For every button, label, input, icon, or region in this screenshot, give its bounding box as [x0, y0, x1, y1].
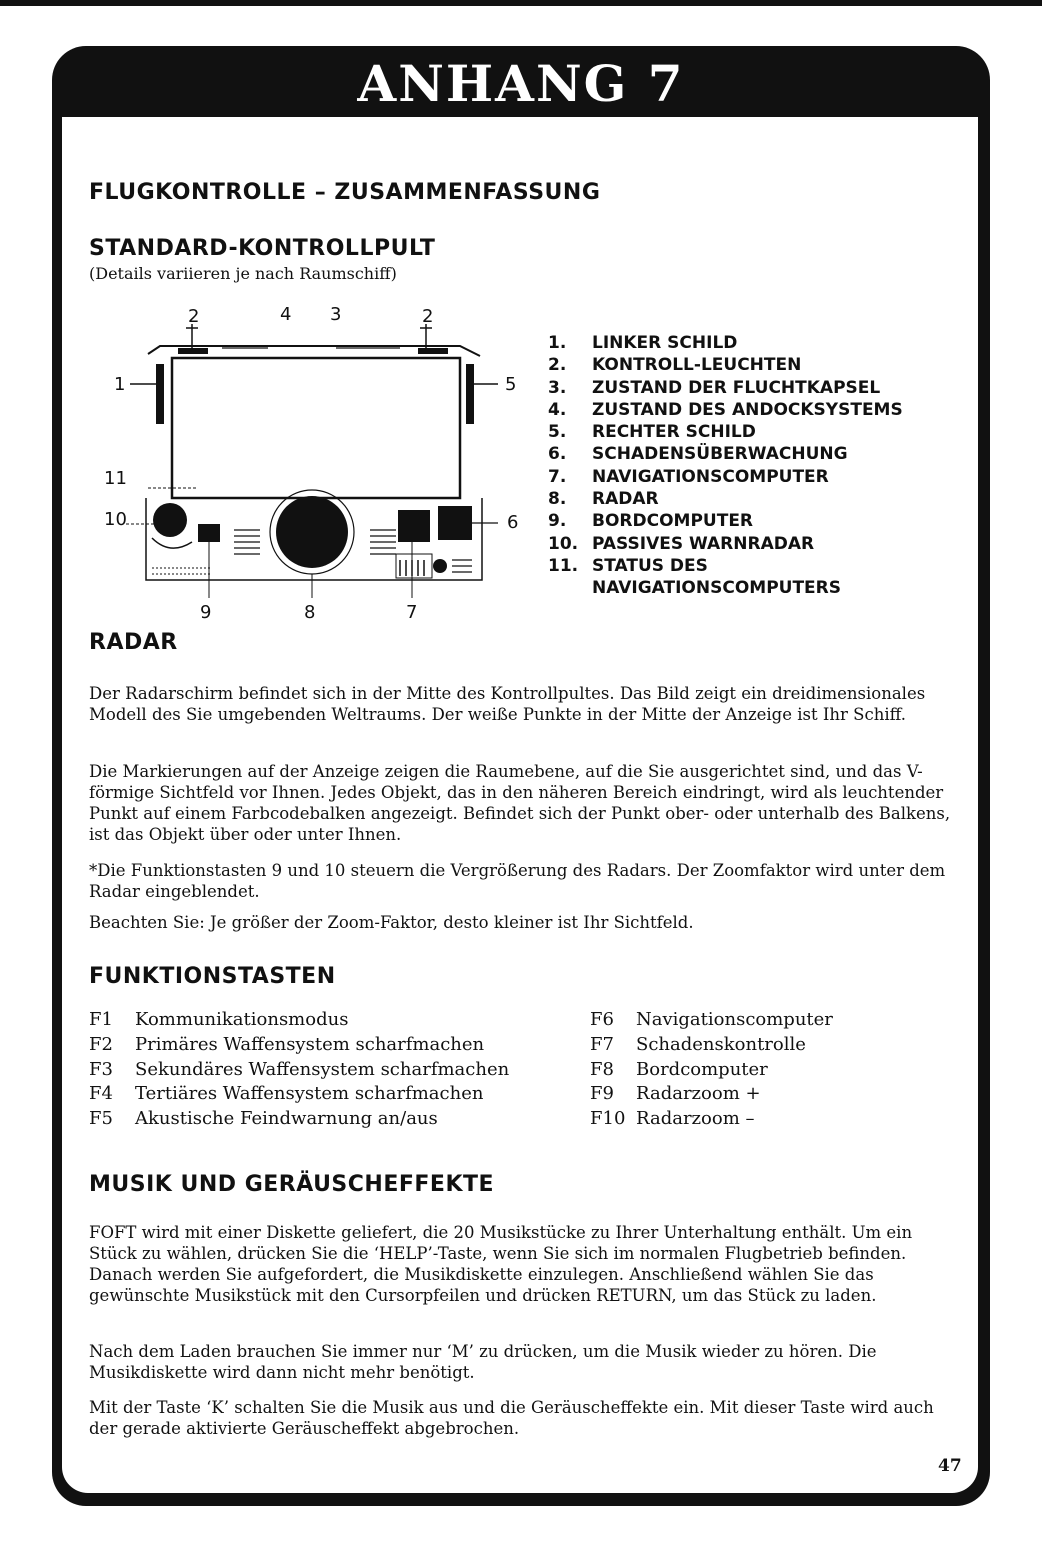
- board-computer: [198, 524, 220, 542]
- callout-bottom-9: 9: [200, 602, 212, 623]
- callout-top-3: 3: [330, 304, 342, 325]
- console-legend: [548, 332, 903, 600]
- function-key-row: F5 Akustische Feindwarnung an/aus: [89, 1108, 438, 1130]
- callout-right-6: 6: [507, 512, 519, 533]
- callout-right-5: 5: [505, 374, 517, 395]
- legend-item: 8. RADAR: [548, 489, 659, 510]
- left-shield-bar: [156, 364, 164, 424]
- callout-top-2b: 2: [422, 306, 434, 327]
- music-title: MUSIK UND GERÄUSCHEFFEKTE: [89, 1172, 495, 1197]
- top-rule: [0, 0, 1042, 6]
- console-diagram: [100, 298, 530, 628]
- function-keys-title: FUNKTIONSTASTEN: [89, 964, 336, 989]
- page-number: 47: [938, 1456, 962, 1476]
- section-title-flight-control: FLUGKONTROLLE – ZUSAMMENFASSUNG: [89, 180, 601, 205]
- function-key-row: F9 Radarzoom +: [590, 1083, 761, 1105]
- callout-top-4: 4: [280, 304, 292, 325]
- function-key-row: F10 Radarzoom –: [590, 1108, 755, 1130]
- function-key-row: F3 Sekundäres Waffensystem scharfmachen: [89, 1058, 510, 1080]
- radar-paragraph-2: Die Markierungen auf der Anzeige zeigen die Raumebene, auf die Sie ausgerichtet sind, und das V-förmige Sichtfeld vor Ihnen. Jedes Objekt, das in den näheren Bereich eindringt, wird als leuchtender Punkt auf einem Farbcodebalken angezeigt. Befindet sich der Punkt ober- oder unterhalb des Balkens, ist das Objekt über oder unter Ihnen.: [89, 762, 951, 844]
- radar-paragraph-1: Der Radarschirm befindet sich in der Mitte des Kontrollpultes. Das Bild zeigt ein dreidimensionales Modell des Sie umgebenden Weltraums. Der weiße Punkte in der Mitte der Anzeige ist Ihr Schiff.: [89, 684, 926, 724]
- legend-item: 6. SCHADENSÜBERWACHUNG: [548, 444, 848, 465]
- callout-left-1: 1: [114, 374, 126, 395]
- callout-left-10: 10: [104, 509, 127, 530]
- function-key-row: F2 Primäres Waffensystem scharfmachen: [89, 1033, 485, 1055]
- legend-item: 7. NAVIGATIONSCOMPUTER: [548, 466, 829, 487]
- right-shield-bar: [466, 364, 474, 424]
- console-subtitle: (Details variieren je nach Raumschiff): [89, 264, 397, 283]
- function-key-row: F7 Schadenskontrolle: [590, 1033, 806, 1055]
- function-key-row: F1 Kommunikationsmodus: [89, 1009, 349, 1030]
- legend-item: 11. STATUS DES: [548, 555, 708, 576]
- legend-item: 5. RECHTER SCHILD: [548, 422, 756, 443]
- radar-paragraph-4: Beachten Sie: Je größer der Zoom-Faktor, desto kleiner ist Ihr Sichtfeld.: [89, 913, 694, 932]
- radar-title: RADAR: [89, 630, 178, 655]
- main-viewscreen: [172, 358, 460, 498]
- warning-light-left: [178, 348, 208, 354]
- console-title: STANDARD-KONTROLLPULT: [89, 236, 436, 261]
- warning-light-right: [418, 348, 448, 354]
- legend-item: NAVIGATIONSCOMPUTERS: [592, 578, 841, 599]
- function-key-row: F6 Navigationscomputer: [590, 1009, 833, 1030]
- banner-title: ANHANG 7: [357, 54, 685, 113]
- callout-bottom-8: 8: [304, 602, 316, 623]
- legend-item: 4. ZUSTAND DES ANDOCKSYSTEMS: [548, 399, 903, 420]
- nav-status-indicator: [433, 559, 447, 573]
- legend-item: 10. PASSIVES WARNRADAR: [548, 533, 815, 554]
- central-radar: [276, 496, 348, 568]
- function-key-row: F4 Tertiäres Waffensystem scharfmachen: [89, 1083, 484, 1105]
- legend-item: 2. KONTROLL-LEUCHTEN: [548, 355, 802, 376]
- legend-item: 1. LINKER SCHILD: [548, 333, 738, 353]
- passive-warning-radar: [153, 503, 187, 537]
- callout-top-2a: 2: [188, 306, 200, 327]
- legend-item: 3. ZUSTAND DER FLUCHTKAPSEL: [548, 377, 881, 398]
- music-paragraph-2: Nach dem Laden brauchen Sie immer nur ‘M’ zu drücken, um die Musik wieder zu hören. Die Musikdiskette wird dann nicht mehr benötigt.: [89, 1342, 877, 1382]
- music-paragraph-3: Mit der Taste ‘K’ schalten Sie die Musik aus und die Geräuscheffekte ein. Mit dieser Taste wird auch der gerade aktivierte Geräuscheffekt abgebrochen.: [89, 1398, 934, 1438]
- music-paragraph-1: FOFT wird mit einer Diskette geliefert, die 20 Musikstücke zu Ihrer Unterhaltung enthält. Um ein Stück zu wählen, drücken Sie die ‘HELP’-Taste, wenn Sie sich im normalen Flugbetrieb befinden. Danach werden Sie aufgefordert, die Musikdiskette einzulegen. Anschließend wählen Sie das gewünschte Musikstück mit den Cursorpfeilen und drücken RETURN, um das Stück zu laden.: [89, 1223, 913, 1305]
- function-key-row: F8 Bordcomputer: [590, 1058, 768, 1080]
- function-keys-left: [89, 1008, 509, 1132]
- callout-bottom-7: 7: [406, 602, 418, 623]
- navigation-computer: [398, 510, 430, 542]
- callout-left-11: 11: [104, 468, 127, 489]
- damage-monitor: [438, 506, 472, 540]
- function-keys-right: [590, 1008, 833, 1132]
- legend-item: 9. BORDCOMPUTER: [548, 511, 754, 532]
- radar-paragraph-3: *Die Funktionstasten 9 und 10 steuern die Vergrößerung des Radars. Der Zoomfaktor wird unter dem Radar eingeblendet.: [89, 861, 946, 901]
